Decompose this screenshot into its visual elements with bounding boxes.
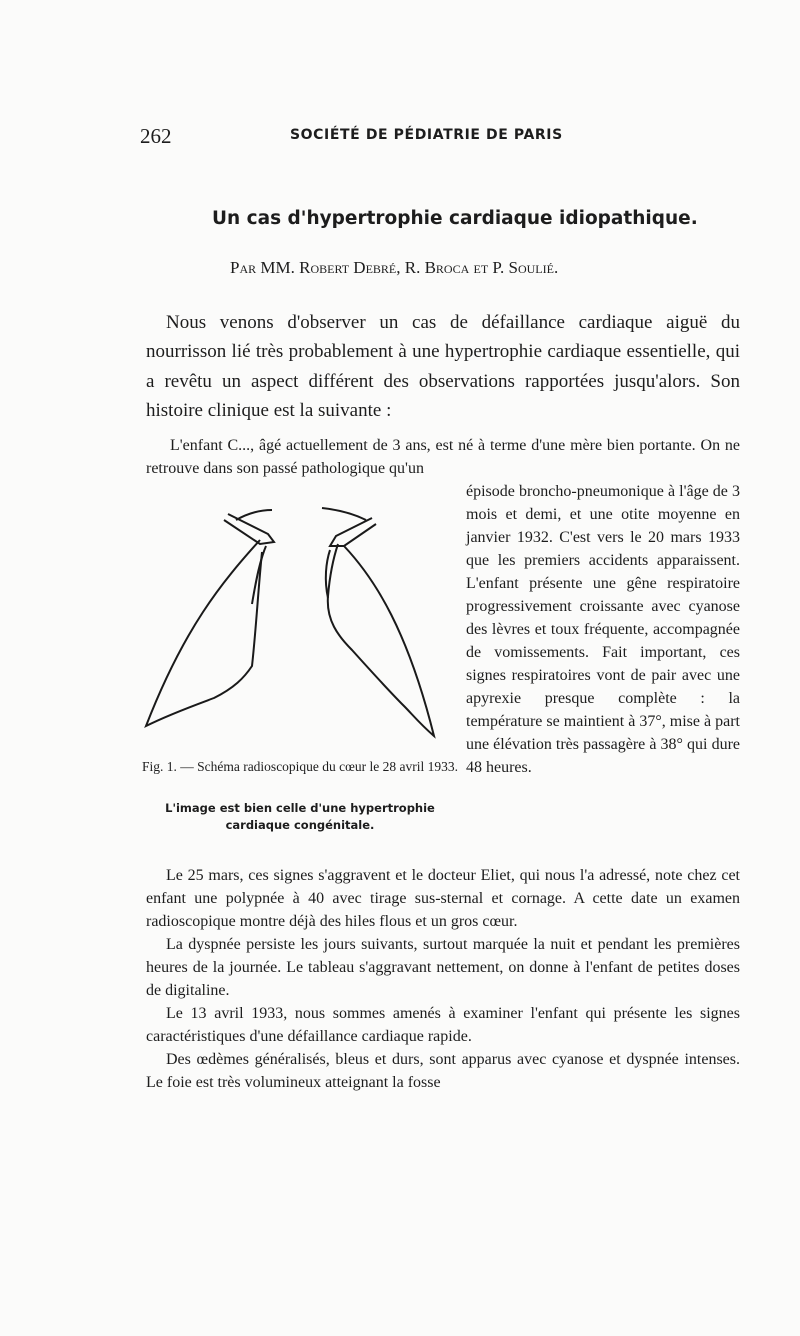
- right-clavicle: [330, 518, 376, 546]
- running-title: SOCIÉTÉ DE PÉDIATRIE DE PARIS: [290, 127, 563, 143]
- byline: Par MM. Robert Debré, R. Broca et P. Soulié.: [230, 258, 559, 277]
- article-title: Un cas d'hypertrophie cardiaque idiopathique.: [212, 208, 698, 229]
- right-lung-outline: [328, 544, 434, 736]
- left-lung-outline: [146, 540, 262, 726]
- intro-paragraph: Nous venons d'observer un cas de défaillance cardiaque aiguë du nourrisson lié très probablement à une hypertrophie cardiaque essentielle, qui a revêtu un aspect différent des observations rapportées jusqu'alors. Son histoire clinique est la suivante :: [146, 312, 740, 421]
- body-text: [146, 864, 740, 1094]
- radioscopic-heart-diagram: [140, 500, 460, 750]
- figure-note: L'image est bien celle d'une hypertrophie cardiaque congénitale.: [165, 801, 435, 832]
- paragraph-5: Des œdèmes généralisés, bleus et durs, sont apparus avec cyanose et dyspnée intenses. Le foie est très volumineux atteignant la fosse: [146, 1051, 740, 1091]
- paragraph-2: Le 25 mars, ces signes s'aggravent et le docteur Eliet, qui nous l'a adressé, note chez cet enfant une polypnée à 40 avec tirage sus-sternal et cornage. A cette date un examen radioscopique montre déjà des hiles flous et un gros cœur.: [146, 867, 740, 930]
- paragraph-1-full-width: L'enfant C..., âgé actuellement de 3 ans, est né à terme d'une mère bien portante. On ne retrouve dans son passé pathologique qu'un: [146, 437, 740, 477]
- left-clavicle: [224, 514, 274, 544]
- paragraph-3: La dyspnée persiste les jours suivants, surtout marquée la nuit et pendant les premières heures de la journée. Le tableau s'aggravant nettement, on donne à l'enfant de petites doses de digitaline.: [146, 936, 740, 999]
- paragraph-1-column: épisode broncho-pneumonique à l'âge de 3 mois et demi, et une otite moyenne en janvier 1932. C'est vers le 20 mars 1933 que les premiers accidents apparaissent. L'enfant présente une gêne respiratoire progressivement croissante avec cyanose des lèvres et toux fréquente, accompagnée de vomissements. Fait important, ces signes respiratoires vont de pair avec une apyrexie presque complète : la température se maintient à 37°, mise à part une élévation très passagère à 38° qui dure 48 heures.: [466, 483, 740, 776]
- page-number: 262: [140, 124, 172, 148]
- figure-caption: Fig. 1. — Schéma radioscopique du cœur le 28 avril 1933.: [141, 759, 459, 774]
- paragraph-4: Le 13 avril 1933, nous sommes amenés à examiner l'enfant qui présente les signes caractéristiques d'une défaillance cardiaque rapide.: [146, 1005, 740, 1045]
- figure-1: [140, 500, 460, 840]
- page-header: [140, 124, 740, 148]
